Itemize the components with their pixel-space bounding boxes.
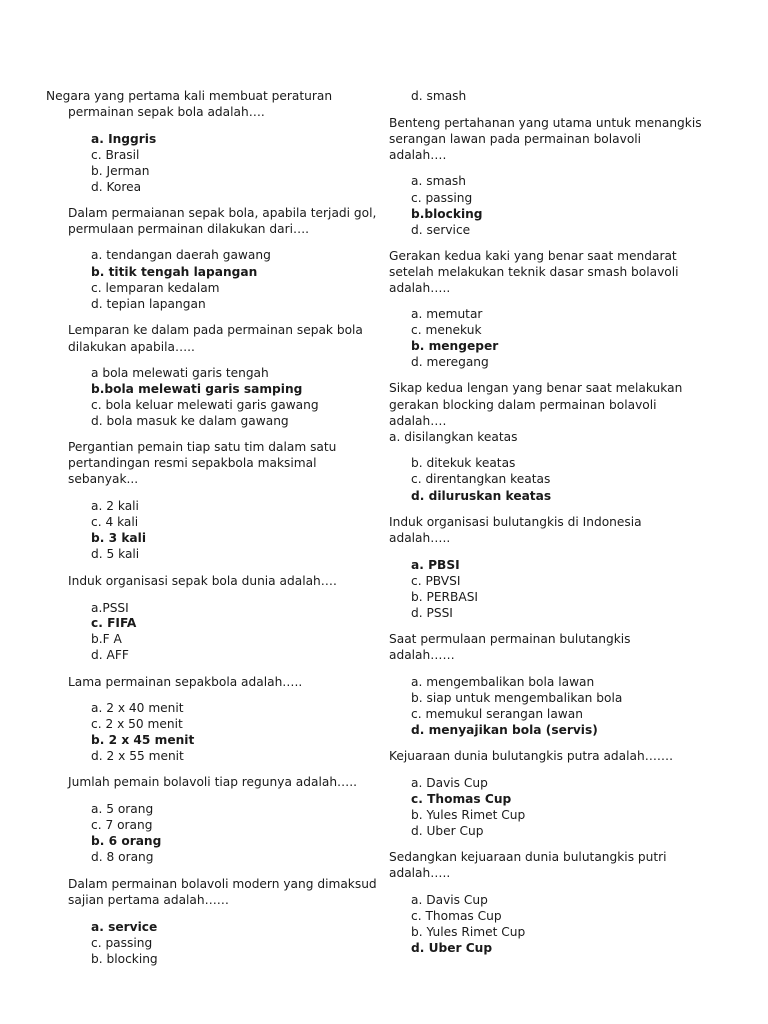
answer-option: d. service xyxy=(411,223,471,237)
question-text: adalah….. xyxy=(389,866,451,880)
answer-option: b.F A xyxy=(91,632,122,646)
answer-option: d. bola masuk ke dalam gawang xyxy=(91,414,289,428)
answer-option: a. Davis Cup xyxy=(411,893,488,907)
answer-option-correct: b. 2 x 45 menit xyxy=(91,733,195,747)
question-text: setelah melakukan teknik dasar smash bolavoli xyxy=(389,265,679,279)
answer-option: c. lemparan kedalam xyxy=(91,281,220,295)
answer-option: d. 8 orang xyxy=(91,850,154,864)
answer-option-correct: b. mengeper xyxy=(411,339,499,353)
question-text: Negara yang pertama kali membuat peraturan xyxy=(46,89,333,103)
question-text: sebanyak... xyxy=(68,472,139,486)
question-text: Pergantian pemain tiap satu tim dalam satu xyxy=(68,440,337,454)
question-text: adalah…. xyxy=(389,414,447,428)
answer-option: a bola melewati garis tengah xyxy=(91,366,269,380)
question-text: adalah…… xyxy=(389,648,455,662)
question-text: Benteng pertahanan yang utama untuk menangkis xyxy=(389,116,702,130)
answer-option-correct: a. PBSI xyxy=(411,558,460,572)
answer-option: c. menekuk xyxy=(411,323,482,337)
answer-option: d. Uber Cup xyxy=(411,824,484,838)
question-text: adalah….. xyxy=(389,281,451,295)
answer-option: c. 4 kali xyxy=(91,515,139,529)
answer-option: d. AFF xyxy=(91,648,129,662)
question-text: Jumlah pemain bolavoli tiap regunya adalah….. xyxy=(68,775,357,789)
answer-option: d. Korea xyxy=(91,180,142,194)
answer-option: a. smash xyxy=(411,174,466,188)
answer-option: d. meregang xyxy=(411,355,489,369)
answer-option: c. bola keluar melewati garis gawang xyxy=(91,398,319,412)
answer-option: a. 5 orang xyxy=(91,802,154,816)
question-text: Dalam permainan bolavoli modern yang dimaksud xyxy=(68,877,377,891)
question-text: adalah….. xyxy=(389,531,451,545)
question-text: adalah…. xyxy=(389,148,447,162)
answer-option: a. 2 x 40 menit xyxy=(91,701,184,715)
question-text: Sedangkan kejuaraan dunia bulutangkis putri xyxy=(389,850,667,864)
answer-option: d. 5 kali xyxy=(91,547,140,561)
answer-option: c. 7 orang xyxy=(91,818,153,832)
answer-option-correct: c. Thomas Cup xyxy=(411,792,512,806)
answer-option: d. tepian lapangan xyxy=(91,297,206,311)
answer-option: b. blocking xyxy=(91,952,158,966)
question-text: pertandingan resmi sepakbola maksimal xyxy=(68,456,317,470)
answer-option-correct: b. 3 kali xyxy=(91,531,147,545)
answer-option-correct: b.bola melewati garis samping xyxy=(91,382,303,396)
answer-option: a. 2 kali xyxy=(91,499,139,513)
answer-option: c. 2 x 50 menit xyxy=(91,717,183,731)
question-text: Lemparan ke dalam pada permainan sepak bola xyxy=(68,323,363,337)
answer-option: a. memutar xyxy=(411,307,483,321)
answer-option: c. Brasil xyxy=(91,148,140,162)
question-text: Gerakan kedua kaki yang benar saat mendarat xyxy=(389,249,677,263)
answer-option-correct: d. Uber Cup xyxy=(411,941,493,955)
answer-option-correct: b.blocking xyxy=(411,207,483,221)
question-text: Dalam permaianan sepak bola, apabila terjadi gol, xyxy=(68,206,377,220)
answer-option: c. passing xyxy=(411,191,473,205)
answer-option: c. Thomas Cup xyxy=(411,909,502,923)
answer-option: a. tendangan daerah gawang xyxy=(91,248,271,262)
answer-option: a. mengembalikan bola lawan xyxy=(411,675,595,689)
answer-option-correct: c. FIFA xyxy=(91,616,137,630)
question-text: Sikap kedua lengan yang benar saat melakukan xyxy=(389,381,683,395)
answer-option: b. ditekuk keatas xyxy=(411,456,516,470)
answer-option: b. siap untuk mengembalikan bola xyxy=(411,691,623,705)
answer-option: b. Yules Rimet Cup xyxy=(411,808,526,822)
answer-option: b. Jerman xyxy=(91,164,150,178)
question-text: Lama permainan sepakbola adalah….. xyxy=(68,675,303,689)
answer-option: d. smash xyxy=(411,89,467,103)
question-text: gerakan blocking dalam permainan bolavoli xyxy=(389,398,657,412)
answer-option: a. disilangkan keatas xyxy=(389,430,518,444)
question-text: permulaan permainan dilakukan dari…. xyxy=(68,222,310,236)
answer-option-correct: b. 6 orang xyxy=(91,834,162,848)
question-text: sajian pertama adalah…… xyxy=(68,893,229,907)
answer-option: a. Davis Cup xyxy=(411,776,488,790)
question-text: dilakukan apabila….. xyxy=(68,340,195,354)
answer-option: d. PSSI xyxy=(411,606,453,620)
answer-option-correct: b. titik tengah lapangan xyxy=(91,265,258,279)
answer-option: d. 2 x 55 menit xyxy=(91,749,184,763)
question-text: permainan sepak bola adalah…. xyxy=(68,105,265,119)
question-text: Saat permulaan permainan bulutangkis xyxy=(389,632,631,646)
answer-option: c. memukul serangan lawan xyxy=(411,707,583,721)
question-text: Kejuaraan dunia bulutangkis putra adalah……. xyxy=(389,749,673,763)
question-text: serangan lawan pada permainan bolavoli xyxy=(389,132,642,146)
answer-option-correct: a. Inggris xyxy=(91,132,157,146)
question-text: Induk organisasi sepak bola dunia adalah…. xyxy=(68,574,337,588)
answer-option: c. PBVSI xyxy=(411,574,461,588)
answer-option-correct: a. service xyxy=(91,920,158,934)
answer-option: b. PERBASI xyxy=(411,590,479,604)
answer-option: a.PSSI xyxy=(91,601,129,615)
answer-option: c. direntangkan keatas xyxy=(411,472,551,486)
answer-option: c. passing xyxy=(91,936,153,950)
answer-option: b. Yules Rimet Cup xyxy=(411,925,526,939)
answer-option-correct: d. diluruskan keatas xyxy=(411,489,552,503)
question-text: Induk organisasi bulutangkis di Indonesia xyxy=(389,515,642,529)
answer-option-correct: d. menyajikan bola (servis) xyxy=(411,723,598,737)
